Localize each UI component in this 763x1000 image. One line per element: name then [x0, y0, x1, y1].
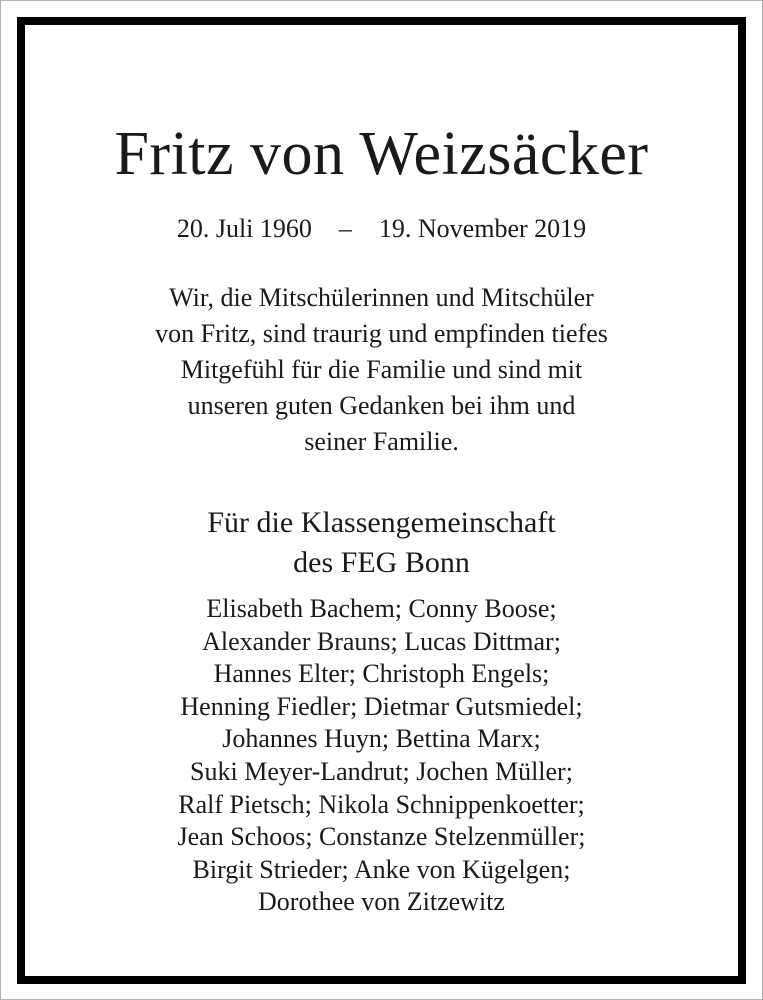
message-line: seiner Familie.: [304, 427, 459, 456]
signatories-list: [25, 593, 738, 919]
signatories-line: Henning Fiedler; Dietmar Gutsmiedel;: [180, 691, 583, 721]
message-line: Wir, die Mitschülerinnen und Mitschüler: [169, 283, 594, 312]
condolence-message: [25, 280, 738, 460]
signatories-line: Jean Schoos; Constanze Stelzenmüller;: [177, 822, 586, 852]
group-heading: [25, 503, 738, 583]
signatories-line: Hannes Elter; Christoph Engels;: [213, 659, 550, 689]
signatories-line: Elisabeth Bachem; Conny Boose;: [206, 594, 557, 623]
signatories-line: Suki Meyer-Landrut; Jochen Müller;: [190, 756, 573, 786]
signatories-line: Alexander Brauns; Lucas Dittmar;: [202, 626, 561, 656]
signatories-line: Birgit Strieder; Anke von Kügelgen;: [192, 854, 571, 884]
group-heading-line: Für die Klassengemeinschaft: [207, 506, 556, 539]
date-dash: –: [338, 214, 352, 243]
message-line: unseren guten Gedanken bei ihm und: [187, 391, 576, 420]
signatories-line: Johannes Huyn; Bettina Marx;: [222, 724, 541, 754]
message-line: von Fritz, sind traurig und empfinden tiefes: [155, 319, 608, 348]
signatories-line: Dorothee von Zitzewitz: [258, 887, 505, 917]
death-date: 19. November 2019: [378, 214, 587, 243]
signatories-line: Ralf Pietsch; Nikola Schnippenkoetter;: [178, 789, 585, 819]
message-line: Mitgefühl für die Familie und sind mit: [180, 355, 583, 384]
group-heading-line: des FEG Bonn: [293, 546, 470, 579]
obituary-frame: [17, 17, 746, 984]
life-dates: [25, 213, 738, 245]
birth-date: 20. Juli 1960: [176, 214, 312, 243]
deceased-name: Fritz von Weizsäcker: [114, 120, 649, 188]
